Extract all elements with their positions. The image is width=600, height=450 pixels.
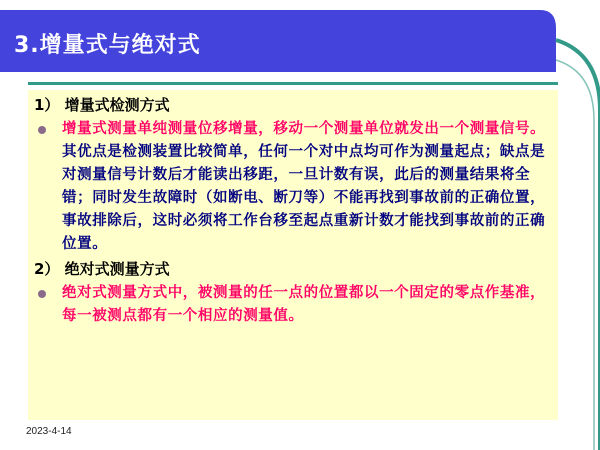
content-area: [34, 94, 554, 330]
bullet-incremental-pros-cons: 其优点是检测装置比较简单，任何一个对中点均可作为测量起点；缺点是对测量信号计数后才能读出移距，一旦计数有误，此后的测量结果将全错；同时发生故障时（如断电、断刀等）不能再找到事故前的正确位置，事故排除后，这时必须将工作台移至起点重新计数才能找到事故前的正确位置。: [62, 144, 546, 252]
separator-line: [28, 82, 558, 85]
bullet-incremental-definition: 增量式测量单纯测量位移增量，移动一个测量单位就发出一个测量信号。: [62, 121, 546, 137]
bullet-absolute: [34, 282, 554, 328]
bullet-dot-icon: [38, 290, 46, 298]
section-heading-incremental: 1） 增量式检测方式: [34, 96, 170, 114]
bullet-incremental: [34, 118, 554, 256]
section-heading-absolute: 2） 绝对式测量方式: [34, 260, 170, 278]
slide-title: 3.增量式与绝对式: [14, 33, 201, 58]
accent-curve-inner: [556, 60, 594, 450]
slide-date: 2023-4-14: [26, 426, 72, 437]
bullet-absolute-definition: 绝对式测量方式中，被测量的任一点的位置都以一个固定的零点作基准，每一被测点都有一个相应的测量值。: [62, 285, 546, 324]
bullet-dot-icon: [38, 126, 46, 134]
